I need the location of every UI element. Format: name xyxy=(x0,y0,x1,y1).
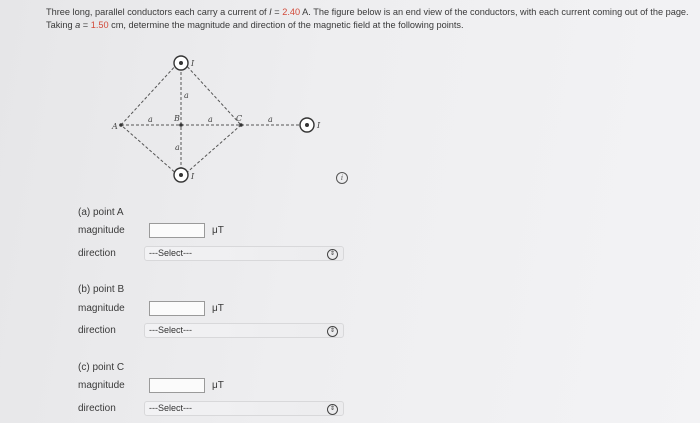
label-current-top: I xyxy=(191,59,195,68)
part-a-magnitude-input[interactable] xyxy=(149,223,205,238)
dashed-edge-C-bottom xyxy=(184,125,241,175)
top-conductor xyxy=(174,56,188,70)
right-conductor-dot xyxy=(305,123,309,127)
bottom-conductor xyxy=(174,168,188,182)
label-current-right: I xyxy=(317,121,321,130)
chevron-updown-icon: ⇕ xyxy=(327,249,338,260)
part-c-direction-select[interactable] xyxy=(144,401,344,416)
label-point-c: C xyxy=(236,114,243,123)
part-c-direction-value: ---Select--- xyxy=(149,403,192,413)
label-distance-left: a xyxy=(148,115,153,124)
part-b-direction-value: ---Select--- xyxy=(149,325,192,335)
info-icon[interactable]: i xyxy=(336,172,348,184)
part-c-direction-label: direction xyxy=(78,403,116,414)
current-equals: = xyxy=(271,7,283,17)
label-distance-right: a xyxy=(268,115,273,124)
part-b-unit: μT xyxy=(212,303,224,314)
problem-text-1: Three long, parallel conductors each carry a current of xyxy=(46,7,270,17)
part-a-title: (a) point A xyxy=(78,207,124,218)
top-conductor-dot xyxy=(179,61,183,65)
part-a-direction-label: direction xyxy=(78,248,116,259)
part-a-magnitude-label: magnitude xyxy=(78,225,125,236)
bottom-conductor-dot xyxy=(179,173,183,177)
label-distance-middle: a xyxy=(208,115,213,124)
dashed-edge-bottom-A xyxy=(121,125,178,175)
distance-equals: = xyxy=(80,20,91,30)
label-point-b: B xyxy=(174,114,180,123)
part-b-magnitude-input[interactable] xyxy=(149,301,205,316)
part-c-unit: μT xyxy=(212,380,224,391)
part-c-title: (c) point C xyxy=(78,362,125,373)
point-b-dot xyxy=(179,123,183,127)
current-symbol: I xyxy=(269,7,272,17)
problem-text-2: A. The figure below is an end view of the conductors, with each current coming out of the page. Taking xyxy=(46,7,689,30)
chevron-updown-icon: ⇕ xyxy=(327,326,338,337)
point-a-dot xyxy=(119,123,123,127)
part-a-direction-select[interactable] xyxy=(144,246,344,261)
current-value: 2.40 xyxy=(282,7,301,17)
part-c-magnitude-input[interactable] xyxy=(149,378,205,393)
distance-value: 1.50 xyxy=(90,20,109,30)
label-distance-vertical-bottom: a xyxy=(175,143,180,152)
part-a-unit: μT xyxy=(212,225,224,236)
point-c-dot xyxy=(239,123,243,127)
part-c-magnitude-label: magnitude xyxy=(78,380,125,391)
part-b-direction-label: direction xyxy=(78,325,116,336)
problem-text-3: cm, determine the magnitude and direction of the magnetic field at the following points. xyxy=(108,20,464,30)
label-current-bottom: I xyxy=(191,172,195,181)
part-b-direction-select[interactable] xyxy=(144,323,344,338)
part-b-title: (b) point B xyxy=(78,284,125,295)
right-conductor xyxy=(300,118,314,132)
label-distance-vertical-top: a xyxy=(184,91,189,100)
chevron-updown-icon: ⇕ xyxy=(327,404,338,415)
label-point-a: A xyxy=(112,122,118,131)
part-b-magnitude-label: magnitude xyxy=(78,303,125,314)
distance-symbol: a xyxy=(75,20,81,30)
part-a-direction-value: ---Select--- xyxy=(149,248,192,258)
